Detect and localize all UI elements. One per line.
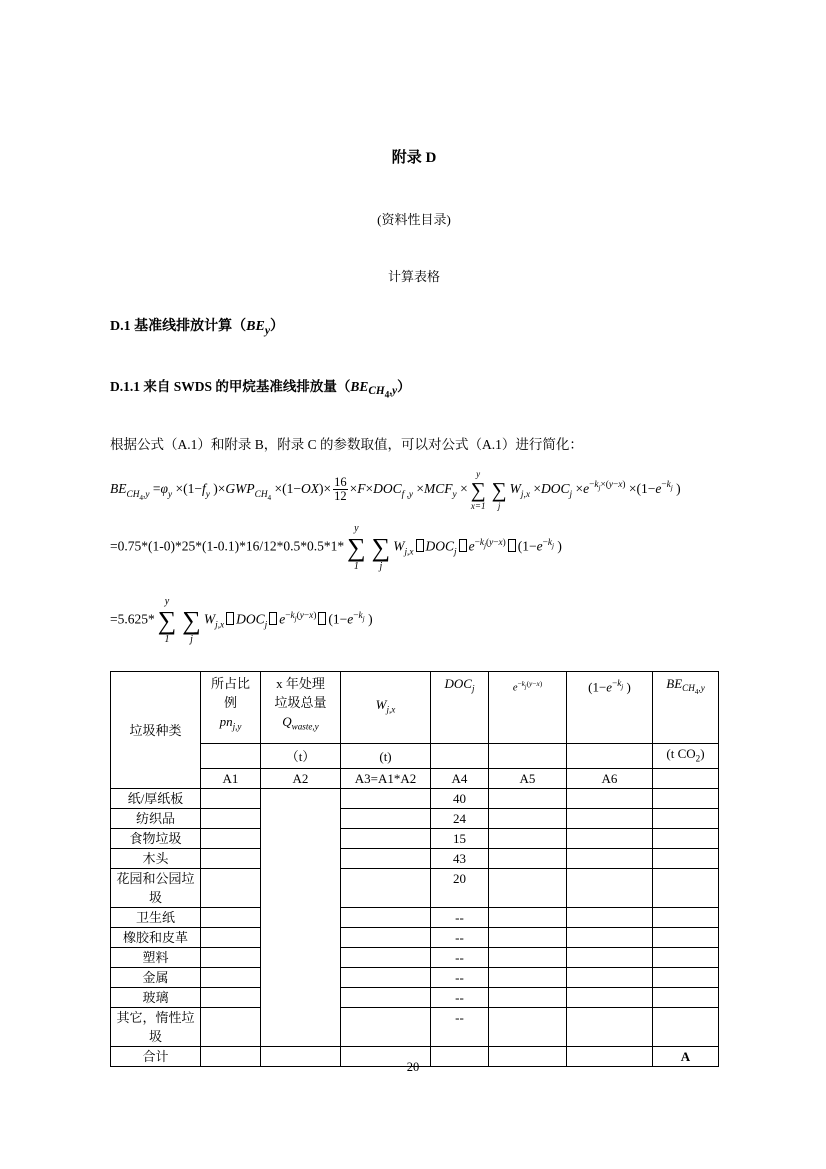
proportion-cell [201,849,261,869]
code-cell: A6 [567,769,653,789]
wjx-cell [341,869,431,908]
quantity-merged-cell [261,789,341,1047]
table-row [111,908,719,928]
exp-decay-cell [489,908,567,928]
waste-type-cell: 塑料 [111,948,201,968]
code-cell: A2 [261,769,341,789]
exp-decay-cell [489,928,567,948]
waste-type-cell: 其它，惰性垃圾 [111,1008,201,1047]
be-cell [653,948,719,968]
code-cell: A5 [489,769,567,789]
doc-value-cell: -- [431,968,489,988]
table-codes-row [111,769,719,789]
waste-table-body [111,789,719,1067]
wjx-cell [341,829,431,849]
unit-cell [567,743,653,769]
exp-decay-cell [489,988,567,1008]
be-cell [653,829,719,849]
section-d1-heading: D.1 基准线排放计算$(BE_y)$ [110,319,284,337]
waste-type-cell: 金属 [111,968,201,988]
exp-decay-cell [489,789,567,809]
table-row [111,849,719,869]
doc-value-cell: -- [431,1008,489,1047]
wjx-cell [341,988,431,1008]
doc-value-cell: 40 [431,789,489,809]
formula-step-1: =0.75*(1-0)*25*(1-0.1)*16/12*0.5*0.5*1* y ∑ 1 ∑ j $W_{j,x}$ $DOC_j$ $e^{-k_j(y-x)}$ ($1-e^{-k_j}$ ) [110,522,562,572]
intro-paragraph: 根据公式（A.1）和附录 B，附录 C 的参数取值，可以对公式（A.1）进行简化： [110,436,583,452]
proportion-cell [201,829,261,849]
unit-cell [489,743,567,769]
page-number: 20 [406,1060,420,1074]
wjx-cell [341,968,431,988]
exp-fraction-cell [567,869,653,908]
proportion-cell [201,948,261,968]
table-row [111,829,719,849]
table-row [111,809,719,829]
wjx-cell [341,1008,431,1047]
exp-fraction-cell [567,809,653,829]
header-wjx: $W_{j,x}$ [341,671,431,743]
doc-value-cell: 24 [431,809,489,829]
be-cell [653,809,719,829]
proportion-cell [201,1008,261,1047]
table-row [111,968,719,988]
be-cell [653,1008,719,1047]
be-cell [653,908,719,928]
appendix-subtitle: (资料性目录) [377,212,451,227]
table-row [111,869,719,908]
doc-value-cell: -- [431,928,489,948]
waste-type-cell: 卫生纸 [111,908,201,928]
proportion-cell [201,928,261,948]
table-row [111,789,719,809]
exp-fraction-cell [567,829,653,849]
proportion-cell [201,908,261,928]
header-be: $BE_{CH_4,y}$ [653,671,719,743]
exp-fraction-cell [567,988,653,1008]
table-units-row [111,743,719,769]
unit-cell [431,743,489,769]
unit-cell: （t） [261,743,341,769]
exp-fraction-cell [567,908,653,928]
doc-value-cell: 15 [431,829,489,849]
table-row [111,1008,719,1047]
appendix-section-label: 计算表格 [387,269,440,284]
formula-main: $BE_{CH_4,y} =\varphi_y \times(1-f_y$ )$\times GWP_{CH_4} \times(1-OX)\times$ $\frac{16}{12}$ $\times F\times DOC_{f ,y} \times MCF_y$ × y ∑ x=1 ∑ j $W_{j,x} \times DOC_j \times e^{-k_j\times(y-x)} \times(1-e^{-k_j}$ ) [110,468,681,511]
be-cell [653,789,719,809]
calculation-table [110,671,719,1068]
header-proportion: 所占比 例 $pn_{j,y}$ [201,671,261,743]
proportion-cell [201,869,261,908]
waste-type-cell: 玻璃 [111,988,201,1008]
code-cell: A1 [201,769,261,789]
unit-cell: (t) [341,743,431,769]
header-exp-decay: $e^{-k_j(y-x)}$ [489,671,567,743]
code-cell: A4 [431,769,489,789]
exp-decay-cell [489,1008,567,1047]
doc-value-cell: -- [431,908,489,928]
exp-fraction-cell [567,948,653,968]
proportion-cell [201,809,261,829]
wjx-cell [341,809,431,829]
doc-value-cell: -- [431,988,489,1008]
exp-decay-cell [489,869,567,908]
table-row [111,948,719,968]
header-waste-type: 垃圾种类 [111,671,201,789]
wjx-cell [341,948,431,968]
be-cell [653,968,719,988]
wjx-cell [341,849,431,869]
waste-type-cell: 纸/厚纸板 [111,789,201,809]
unit-cell [201,743,261,769]
wjx-cell [341,789,431,809]
exp-decay-cell [489,948,567,968]
exp-fraction-cell [567,968,653,988]
exp-decay-cell [489,968,567,988]
proportion-cell [201,968,261,988]
exp-decay-cell [489,809,567,829]
doc-value-cell: -- [431,948,489,968]
waste-type-cell: 花园和公园垃圾 [111,869,201,908]
proportion-cell [201,789,261,809]
doc-value-cell: 20 [431,869,489,908]
total-label-cell: 合计 [111,1047,201,1067]
section-d11-heading: D.1.1 来自 SWDS 的甲烷基准线排放量$(BE_{CH_4,y})$ [110,378,411,401]
wjx-cell [341,908,431,928]
unit-cell: (t $CO_2$) [653,743,719,769]
code-cell: A3=A1*A2 [341,769,431,789]
waste-type-cell: 橡胶和皮革 [111,928,201,948]
waste-type-cell: 食物垃圾 [111,829,201,849]
doc-value-cell: 43 [431,849,489,869]
be-cell [653,869,719,908]
exp-fraction-cell [567,1008,653,1047]
table-row [111,988,719,1008]
waste-type-cell: 木头 [111,849,201,869]
appendix-title: 附录 D [391,150,437,166]
exp-decay-cell [489,849,567,869]
exp-fraction-cell [567,849,653,869]
table-header-row [111,671,719,743]
formula-step-2: =5.625* y ∑ 1 ∑ j $W_{j,x}$ $DOC_j$ $e^{-k_j(y-x)}$ ($1-e^{-k_j}$ ) [110,595,373,645]
exp-fraction-cell [567,928,653,948]
wjx-cell [341,928,431,948]
code-cell [653,769,719,789]
header-doc: $DOC_j$ [431,671,489,743]
be-cell [653,928,719,948]
waste-type-cell: 纺织品 [111,809,201,829]
header-quantity: x 年处理 垃圾总量 $Q_{waste,y}$ [261,671,341,743]
exp-decay-cell [489,829,567,849]
exp-fraction-cell [567,789,653,809]
be-cell [653,849,719,869]
be-cell [653,988,719,1008]
total-be-cell: A [653,1047,719,1067]
table-row [111,928,719,948]
header-exp-fraction: ($1-e^{-k_j}$ ) [567,671,653,743]
proportion-cell [201,988,261,1008]
